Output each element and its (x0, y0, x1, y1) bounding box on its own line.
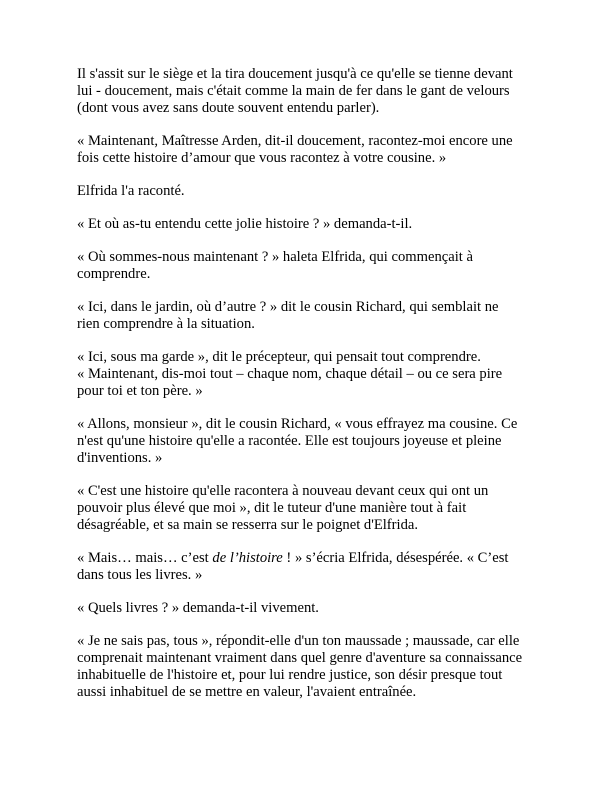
paragraph-10 (77, 550, 547, 584)
text-line: pour toi et ton père. » (77, 383, 203, 399)
document-page (77, 66, 547, 717)
paragraph-6 (77, 299, 547, 333)
text-line: comprenait maintenant vraiment dans quel genre d'aventure sa connaissance (77, 650, 523, 666)
text-line: « Quels livres ? » demanda-t-il vivement. (77, 600, 319, 616)
text-line: « Où sommes-nous maintenant ? » haleta Elfrida, qui commençait à (77, 249, 473, 265)
paragraph-4 (77, 216, 547, 233)
paragraph-3 (77, 183, 547, 200)
text-line: « Ici, dans le jardin, où d’autre ? » dit le cousin Richard, qui semblait ne (77, 299, 499, 315)
text-line: aussi inhabituel de se mettre en valeur, l'avaient entraînée. (77, 684, 417, 700)
text-line: (dont vous avez sans doute souvent entendu parler). (77, 100, 380, 116)
paragraph-5 (77, 249, 547, 283)
text-line: « Allons, monsieur », dit le cousin Richard, « vous effrayez ma cousine. Ce (77, 416, 518, 432)
text-line: rien comprendre à la situation. (77, 316, 255, 332)
text-line: Il s'assit sur le siège et la tira doucement jusqu'à ce qu'elle se tienne devant (77, 66, 513, 82)
paragraph-8 (77, 416, 547, 467)
text-line: Elfrida l'a raconté. (77, 183, 185, 199)
text-run: « Mais… mais… c’est (77, 550, 213, 566)
text-line: inhabituelle de l'histoire et, pour lui rendre justice, son désir presque tout (77, 667, 503, 683)
text-line: « Ici, sous ma garde », dit le précepteur, qui pensait tout comprendre. (77, 349, 481, 365)
paragraph-2 (77, 133, 547, 167)
text-line (77, 550, 547, 567)
text-line: « C'est une histoire qu'elle racontera à nouveau devant ceux qui ont un (77, 483, 489, 499)
text-line: pouvoir plus élevé que moi », dit le tuteur d'une manière tout à fait (77, 500, 467, 516)
paragraph-12 (77, 633, 547, 701)
text-line: d'inventions. » (77, 450, 163, 466)
text-line: dans tous les livres. » (77, 567, 203, 583)
text-line: lui - doucement, mais c'était comme la main de fer dans le gant de velours (77, 83, 510, 99)
text-line: « Je ne sais pas, tous », répondit-elle d'un ton maussade ; maussade, car elle (77, 633, 520, 649)
paragraph-9 (77, 483, 547, 534)
paragraph-11 (77, 600, 547, 617)
text-line: « Maintenant, dis-moi tout – chaque nom, chaque détail – ou ce sera pire (77, 366, 503, 382)
italic-emphasis: de l’histoire (212, 550, 283, 566)
paragraph-1 (77, 66, 547, 117)
text-line: comprendre. (77, 266, 151, 282)
text-line: désagréable, et sa main se resserra sur le poignet d'Elfrida. (77, 517, 418, 533)
text-line: n'est qu'une histoire qu'elle a racontée. Elle est toujours joyeuse et pleine (77, 433, 502, 449)
text-line: fois cette histoire d’amour que vous racontez à votre cousine. » (77, 150, 447, 166)
text-run: ! » s’écria Elfrida, désespérée. « C’est (282, 550, 509, 566)
text-line: « Maintenant, Maîtresse Arden, dit-il doucement, racontez-moi encore une (77, 133, 513, 149)
paragraph-7 (77, 349, 547, 400)
text-line: « Et où as-tu entendu cette jolie histoire ? » demanda-t-il. (77, 216, 413, 232)
